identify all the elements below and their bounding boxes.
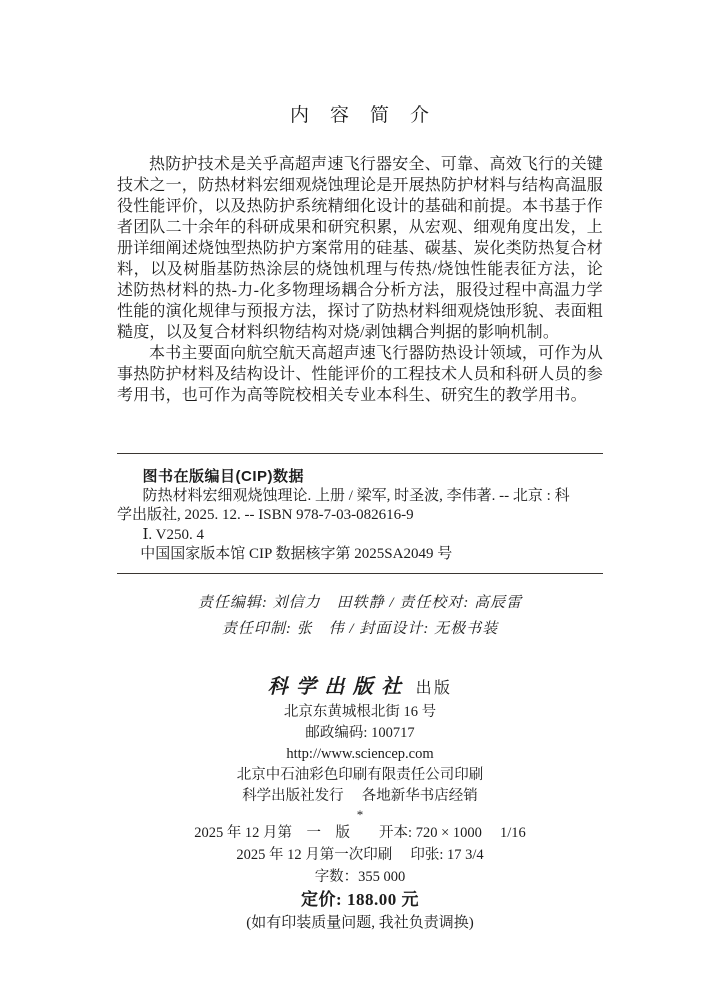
distribution-line: 科学出版社发行 各地新华书店经销 (242, 787, 478, 804)
science-press-logo: 科学出版社 (267, 675, 410, 698)
publisher-logo-line (117, 674, 603, 702)
price-line: 定价: 188.00 元 (301, 889, 419, 909)
credit-printing-cover-design: 责任印制: 张 伟 / 封面设计: 无极书装 (221, 620, 499, 637)
content-summary-block (117, 154, 603, 406)
separator-asterisk: * (356, 806, 364, 822)
credit-editors-proofreader: 责任编辑: 刘信力 田轶静 / 责任校对: 高辰雷 (197, 594, 523, 611)
printing-sheets-line: 2025 年 12 月第一次印刷 印张: 17 3/4 (236, 846, 484, 863)
exchange-note: (如有印装质量问题, 我社负责调换) (246, 914, 474, 931)
cip-data-block (117, 467, 603, 565)
cip-classification: Ⅰ. V250. 4 (142, 526, 204, 543)
publisher-postcode: 邮政编码: 100717 (305, 724, 415, 741)
publisher-imprint-block (117, 674, 603, 935)
word-count-line: 字数：355 000 (314, 868, 406, 885)
divider-top (117, 453, 603, 454)
printer-name: 北京中石油彩色印刷有限责任公司印刷 (236, 766, 484, 783)
intro-paragraph-2: 本书主要面向航空航天高超声速飞行器防热设计领域，可作为从事热防护材料及结构设计、性能评价的工程技术人员和科研人员的参考用书，也可作为高等院校相关专业本科生、研究生的教学用书。 (117, 345, 604, 404)
publisher-suffix: 出版 (415, 679, 453, 697)
section-title-content-summary: 内 容 简 介 (289, 105, 430, 126)
content-column (117, 0, 603, 935)
publisher-address: 北京东黄城根北街 16 号 (283, 703, 437, 720)
divider-bottom (117, 573, 603, 574)
cip-entry-line-2: 学出版社, 2025. 12. -- ISBN 978-7-03-082616-9 (117, 507, 414, 523)
cip-header: 图书在版编目(CIP)数据 (142, 468, 304, 485)
cip-entry-line-1: 防热材料宏细观烧蚀理论. 上册 / 梁军, 时圣波, 李伟著. -- 北京 : 科 (142, 487, 570, 504)
edition-format-line: 2025 年 12 月第 一 版 开本: 720 × 1000 1/16 (194, 824, 526, 841)
intro-paragraph-1: 热防护技术是关乎高超声速飞行器安全、可靠、高效飞行的关键技术之一，防热材料宏细观烧蚀理论是开展热防护材料与结构高温服役性能评价，以及热防护系统精细化设计的基础和前提。本书基于作者团队二十余年的科研成果和研究积累，从宏观、细观角度出发，上册详细阐述烧蚀型热防护方案常用的硅基、碳基、炭化类防热复合材料，以及树脂基防热涂层的烧蚀机理与传热/烧蚀性能表征方法，论述防热材料的热-力-化多物理场耦合分析方法，服役过程中高温力学性能的演化规律与预报方法，探讨了防热材料细观烧蚀形貌、表面粗糙度，以及复合材料织物结构对烧/剥蚀耦合判据的影响机制。 (117, 156, 604, 341)
cip-record-number: 中国国家版本馆 CIP 数据核字第 2025SA2049 号 (140, 546, 453, 562)
publisher-website: http://www.sciencep.com (286, 745, 434, 762)
staff-credits-block (117, 590, 603, 642)
